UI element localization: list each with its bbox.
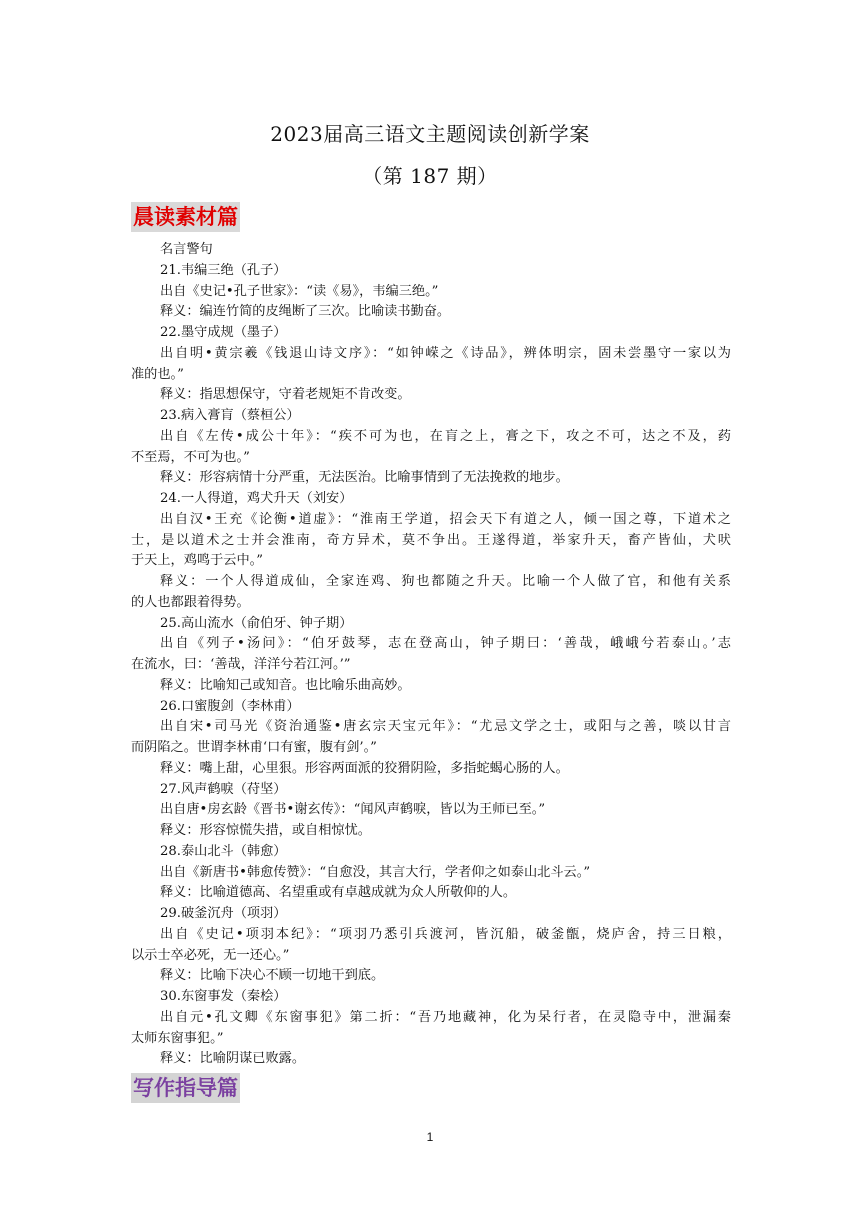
entry-title: 22.墨守成规（墨子）	[160, 325, 287, 340]
entry-meaning: 释义：形容病情十分严重，无法医治。比喻事情到了无法挽救的地步。	[160, 470, 569, 486]
entry-meaning: 释义：嘴上甜，心里狠。形容两面派的狡猾阴险，多指蛇蝎心肠的人。	[160, 760, 569, 776]
entry-source: 出自《左传•成公十年》：“疾不可为也，在肓之上，膏之下，攻之不可，达之不及，药	[160, 428, 731, 444]
entry-meaning: 释义：比喻阴谋已败露。	[160, 1051, 306, 1067]
entry-source: 出自明•黄宗羲《钱退山诗文序》：“如钟嵘之《诗品》，辨体明宗，固未尝墨守一家以为	[160, 345, 731, 361]
entry-title: 21.韦编三绝（孔子）	[160, 262, 287, 278]
page-number: 1	[426, 1130, 434, 1144]
entry-source: 出自《史记•孔子世家》：“读《易》，韦编三绝。”	[160, 283, 439, 299]
document-title: 2023届高三语文主题阅读创新学案	[270, 122, 590, 146]
entry-title: 30.东窗事发（秦桧）	[160, 989, 287, 1004]
entry-title: 26.口蜜腹剑（李林甫）	[160, 698, 300, 714]
entry-meaning: 释义：形容惊慌失措，或自相惊忧。	[160, 823, 371, 838]
entry-title: 24.一人得道，鸡犬升天（刘安）	[160, 491, 353, 506]
entry-title: 28.泰山北斗（韩愈）	[160, 843, 287, 859]
entry-source-cont: 以示士卒必死，无一还心。”	[131, 947, 290, 963]
entry-source: 出自宋•司马光《资治通鉴•唐玄宗天宝元年》：“尤忌文学之士，或阳与之善，啖以甘言	[160, 719, 731, 735]
entry-meaning-cont: 的人也都跟着得势。	[131, 594, 250, 610]
entry-meaning: 释义：比喻知己或知音。也比喻乐曲高妙。	[160, 677, 411, 693]
section-heading-morning-reading: 晨读素材篇	[131, 202, 240, 232]
entry-source: 出自《史记•项羽本纪》：“项羽乃悉引兵渡河，皆沉船，破釜甑，烧庐舍，持三日粮，	[160, 926, 731, 942]
entry-title: 29.破釜沉舟（项羽）	[160, 906, 287, 921]
entry-source: 出自《新唐书•韩愈传赞》：“自愈没，其言大行，学者仰之如泰山北斗云。”	[160, 864, 591, 880]
entry-source-cont: 士，是以道术之士并会淮南，奇方异术，莫不争出。王遂得道，举家升天，畜产皆仙，犬吠	[131, 532, 731, 548]
entry-title: 27.风声鹤唳（苻坚）	[160, 781, 287, 797]
entry-source: 出自《列子•汤问》：“伯牙鼓琴，志在登高山，钟子期曰：‘善哉，峨峨兮若泰山。’志	[160, 636, 731, 652]
entry-meaning: 释义：指思想保守，守着老规矩不肯改变。	[160, 387, 411, 403]
entry-source-cont: 准的也。”	[131, 366, 184, 382]
issue-number: （第 187 期）	[362, 164, 498, 188]
entry-source-cont: 在流水，曰：‘善哉，洋洋兮若江河。’”	[131, 657, 351, 672]
entry-source: 出自唐•房玄龄《晋书•谢玄传》：“闻风声鹤唳，皆以为王师已至。”	[160, 802, 546, 818]
section-heading-writing-guidance: 写作指导篇	[131, 1073, 240, 1103]
entry-meaning: 释义：比喻道德高、名望重或有卓越成就为众人所敬仰的人。	[160, 885, 517, 901]
entry-source-cont: 于天上，鸡鸣于云中。”	[131, 553, 264, 569]
entry-meaning: 释义：一个人得道成仙，全家连鸡、狗也都随之升天。比喻一个人做了官，和他有关系	[160, 574, 731, 589]
entry-source-cont: 太师东窗事犯。”	[131, 1030, 224, 1046]
subheading: 名言警句	[160, 242, 213, 257]
entry-meaning: 释义：比喻下决心不顾一切地干到底。	[160, 968, 385, 984]
entry-source-cont: 而阴陷之。世谓李林甫‘口有蜜，腹有剑’。”	[131, 740, 377, 755]
entry-meaning: 释义：编连竹简的皮绳断了三次。比喻读书勤奋。	[160, 304, 451, 320]
entry-title: 25.高山流水（俞伯牙、钟子期）	[160, 615, 353, 631]
entry-source: 出自汉•王充《论衡•道虚》：“淮南王学道，招会天下有道之人，倾一国之尊，下道术之	[160, 511, 731, 527]
entry-source: 出自元•孔文卿《东窗事犯》第二折：“吾乃地藏神，化为呆行者，在灵隐寺中，泄漏秦	[160, 1009, 731, 1025]
entry-title: 23.病入膏肓（蔡桓公）	[160, 408, 300, 423]
entry-source-cont: 不至焉，不可为也。”	[131, 449, 250, 465]
document-body	[131, 240, 731, 1070]
